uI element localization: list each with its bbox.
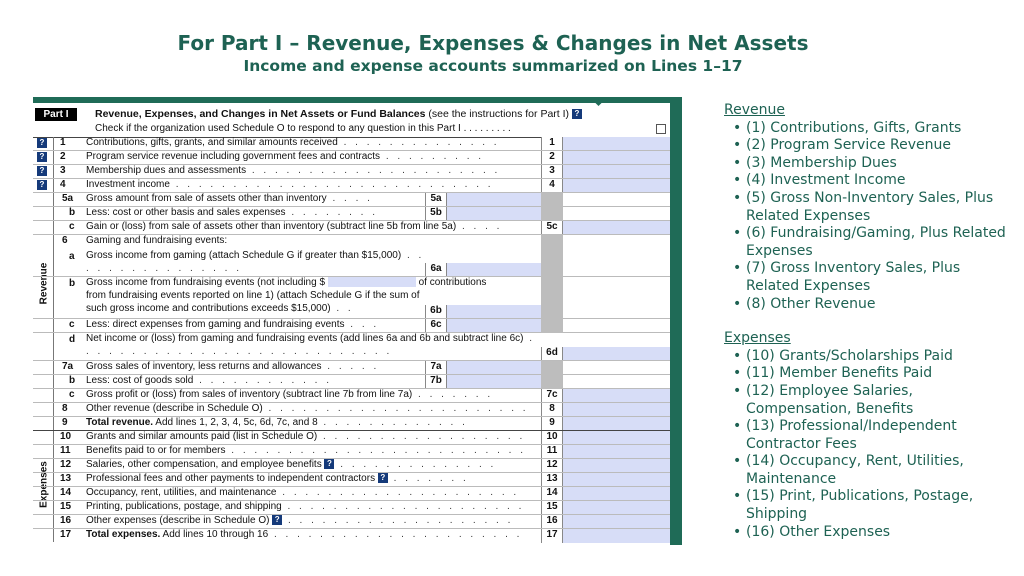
line-number: c — [69, 389, 75, 400]
amount-field-9[interactable] — [563, 417, 670, 430]
amount-field-17[interactable] — [563, 529, 670, 543]
line-label-box: 2 — [541, 151, 563, 164]
form-top-bar — [33, 97, 682, 103]
form-row-9 — [33, 417, 670, 431]
line-text: Occupancy, rent, utilities, and maintenance . . . . . . . . . . . . . . . . . . . . . — [86, 487, 520, 498]
line-text: Less: cost or other basis and sales expenses . . . . . . . . — [86, 207, 379, 218]
form-row-11 — [33, 445, 670, 459]
list-item: • (12) Employee Salaries, Compensation, Benefits — [724, 383, 1014, 418]
line-number: b — [69, 375, 76, 386]
inner-label-box: 6c — [425, 319, 447, 332]
line-text: Salaries, other compensation, and employee benefits ? . . . . . . . . . . . . . . — [86, 459, 497, 470]
form-row-6c — [33, 319, 670, 333]
inner-field-6b[interactable] — [447, 305, 541, 318]
form-row-4 — [33, 179, 670, 193]
summary-list — [724, 102, 1014, 541]
line-number: 4 — [60, 179, 66, 190]
line-text: Other expenses (describe in Schedule O) ? . . . . . . . . . . . . . . . . . . . . — [86, 515, 514, 526]
form-row-10 — [33, 431, 670, 445]
line-number: 7a — [62, 361, 74, 372]
line-number: 9 — [62, 417, 68, 428]
amount-field-12[interactable] — [563, 459, 670, 472]
line-text: Benefits paid to or for members . . . . . . . . . . . . . . . . . . . . . . . . . . — [86, 445, 526, 456]
line-number: 15 — [60, 501, 72, 512]
form-row-3 — [33, 165, 670, 179]
help-icon[interactable]: ? — [37, 138, 47, 148]
line-text: Contributions, gifts, grants, and similar amounts received . . . . . . . . . . . . . . — [86, 137, 500, 148]
shaded-cell — [541, 319, 563, 333]
form-row-6 — [33, 235, 670, 249]
amount-field-13[interactable] — [563, 473, 670, 486]
line-label-box: 7c — [541, 389, 563, 402]
line-number: d — [69, 334, 76, 345]
form-row-6a — [33, 249, 670, 277]
amount-field-5c[interactable] — [563, 221, 670, 234]
schedule-o-checkbox[interactable] — [656, 124, 666, 134]
line-number: 3 — [60, 165, 66, 176]
line-text: Gross income from gaming (attach Schedule G if greater than $15,000) . . . . . . . . . . . . . . . . — [86, 250, 425, 274]
line-text: Gross profit or (loss) from sales of inventory (subtract line 7b from line 7a) . . . . . . . — [86, 389, 494, 400]
line-text: Membership dues and assessments . . . . . . . . . . . . . . . . . . . . . . — [86, 165, 501, 176]
expenses-heading: Expenses — [724, 330, 791, 347]
line-label-box: 16 — [541, 515, 563, 528]
inner-field-7a[interactable] — [447, 361, 541, 374]
line-text: Total revenue. Add lines 1, 2, 3, 4, 5c, 6d, 7c, and 8 . . . . . . . . . . . . . — [86, 417, 468, 428]
list-item: • (13) Professional/Independent Contractor Fees — [724, 418, 1014, 453]
form-row-8 — [33, 403, 670, 417]
line-text: Gross income from fundraising events (not including $ of contributions — [86, 277, 487, 288]
line-text: Gaming and fundraising events: — [86, 235, 228, 246]
line-text: Less: cost of goods sold . . . . . . . . . . . . — [86, 375, 332, 386]
list-item: • (14) Occupancy, Rent, Utilities, Maintenance — [724, 453, 1014, 488]
line-label-box: 13 — [541, 473, 563, 486]
help-icon[interactable]: ? — [37, 152, 47, 162]
form-row-6d — [33, 333, 670, 361]
line-number: c — [69, 319, 75, 330]
amount-field-6d[interactable] — [563, 347, 670, 360]
line-number: 8 — [62, 403, 68, 414]
line-label-box: 12 — [541, 459, 563, 472]
line-text: Grants and similar amounts paid (list in Schedule O) . . . . . . . . . . . . . . . . . . — [86, 431, 526, 442]
amount-field-3[interactable] — [563, 165, 670, 178]
line-label-box: 5c — [541, 221, 563, 234]
shaded-cell — [541, 207, 563, 221]
shaded-cell — [541, 249, 563, 277]
shaded-cell — [541, 361, 563, 375]
form-row-15 — [33, 501, 670, 515]
amount-field-4[interactable] — [563, 179, 670, 192]
form-990-part-i — [33, 97, 682, 545]
form-row-5b — [33, 207, 670, 221]
amount-field-15[interactable] — [563, 501, 670, 514]
part-title — [95, 108, 582, 121]
line-text-continued: from fundraising events reported on line 1) (attach Schedule G if the sum of such gross income and contributions exceeds $15,000) . . — [86, 290, 420, 314]
help-icon[interactable]: ? — [324, 459, 334, 469]
line-text: Printing, publications, postage, and shipping . . . . . . . . . . . . . . . . . . . . . — [86, 501, 525, 512]
line-label-box: 15 — [541, 501, 563, 514]
line-number: a — [69, 251, 75, 262]
inner-field-5a[interactable] — [447, 193, 541, 206]
form-row-14 — [33, 487, 670, 501]
revenue-side-label: Revenue — [38, 262, 50, 305]
list-item: • (6) Fundraising/Gaming, Plus Related Expenses — [724, 225, 1014, 260]
shaded-cell — [541, 193, 563, 207]
form-right-bar — [670, 97, 682, 545]
line-number: 2 — [60, 151, 66, 162]
inner-label-box: 6b — [425, 305, 447, 318]
form-row-6b — [33, 277, 670, 319]
line-label-box: 8 — [541, 403, 563, 416]
line-label-box: 3 — [541, 165, 563, 178]
list-item: • (4) Investment Income — [724, 172, 1014, 190]
line-text: Program service revenue including government fees and contracts . . . . . . . . . — [86, 151, 485, 162]
line-number: 17 — [60, 529, 72, 540]
inner-label-box: 7a — [425, 361, 447, 374]
amount-field-10[interactable] — [563, 431, 670, 444]
list-item: • (2) Program Service Revenue — [724, 137, 1014, 155]
part-title-text: Revenue, Expenses, and Changes in Net Assets or Fund Balances — [95, 108, 426, 120]
form-row-5c — [33, 221, 670, 235]
schedule-o-check-text: Check if the organization used Schedule O to respond to any question in this Part I — [95, 123, 461, 134]
line-label-box: 1 — [541, 137, 563, 150]
line-label-box: 17 — [541, 529, 563, 543]
list-item: • (1) Contributions, Gifts, Grants — [724, 120, 1014, 138]
list-item: • (8) Other Revenue — [724, 296, 1014, 314]
line-number: b — [69, 278, 76, 289]
expenses-side-label: Expenses — [38, 461, 50, 508]
form-row-17 — [33, 529, 670, 543]
line-text: Gain or (loss) from sale of assets other than inventory (subtract line 5b from line 5a) . . . . — [86, 221, 503, 232]
amount-field-14[interactable] — [563, 487, 670, 500]
expenses-list — [724, 348, 1014, 542]
help-icon[interactable]: ? — [272, 515, 282, 525]
line-label-box: 4 — [541, 179, 563, 192]
line-number: 13 — [60, 473, 72, 484]
inner-field-6a[interactable] — [447, 263, 541, 276]
list-item: • (7) Gross Inventory Sales, Plus Related Expenses — [724, 260, 1014, 295]
leader-dots: . . . . . . . . . — [463, 123, 511, 134]
list-item: • (3) Membership Dues — [724, 155, 1014, 173]
line-number: 5a — [62, 193, 74, 204]
help-icon[interactable]: ? — [37, 166, 47, 176]
inner-field-7b[interactable] — [447, 375, 541, 388]
amount-field-2[interactable] — [563, 151, 670, 164]
list-item: • (16) Other Expenses — [724, 524, 1014, 542]
list-item: • (5) Gross Non-Inventory Sales, Plus Related Expenses — [724, 190, 1014, 225]
slide-subtitle: Income and expense accounts summarized on Lines 1–17 — [243, 57, 743, 75]
form-row-7c — [33, 389, 670, 403]
schedule-o-check-line — [95, 123, 511, 135]
line-number: 10 — [60, 431, 72, 442]
form-row-5a — [33, 193, 670, 207]
help-icon[interactable]: ? — [37, 180, 47, 190]
line-number: 12 — [60, 459, 72, 470]
shaded-cell — [541, 375, 563, 389]
shaded-cell — [541, 277, 563, 319]
form-row-12 — [33, 459, 670, 473]
part-title-note: (see the instructions for Part I) — [428, 108, 570, 120]
inner-field-5b[interactable] — [447, 207, 541, 220]
part-label: Part I — [35, 108, 77, 121]
inner-label-box: 5a — [425, 193, 447, 206]
list-item: • (15) Print, Publications, Postage, Shipping — [724, 488, 1014, 523]
line-label-box: 6d — [541, 347, 563, 360]
form-row-13 — [33, 473, 670, 487]
line-label-box: 11 — [541, 445, 563, 458]
form-row-7b — [33, 375, 670, 389]
amount-field-1[interactable] — [563, 137, 670, 150]
help-icon[interactable]: ? — [378, 473, 388, 483]
help-icon[interactable]: ? — [572, 109, 582, 119]
line-number: 1 — [60, 137, 66, 148]
inner-label-box: 6a — [425, 263, 447, 276]
line-number: 14 — [60, 487, 72, 498]
amount-field-7c[interactable] — [563, 389, 670, 402]
line-label-box: 14 — [541, 487, 563, 500]
line-label-box: 9 — [541, 417, 563, 430]
line-text: Gross amount from sale of assets other than inventory . . . . — [86, 193, 373, 204]
slide-title: For Part I – Revenue, Expenses & Changes in Net Assets — [177, 31, 809, 55]
line-number: b — [69, 207, 76, 218]
line-number: 16 — [60, 515, 72, 526]
line-number: c — [69, 221, 75, 232]
line-text: Other revenue (describe in Schedule O) . . . . . . . . . . . . . . . . . . . . . . . — [86, 403, 529, 414]
line-text: Less: direct expenses from gaming and fundraising events . . . — [86, 319, 380, 330]
inner-label-box: 7b — [425, 375, 447, 388]
amount-field-11[interactable] — [563, 445, 670, 458]
amount-field-8[interactable] — [563, 403, 670, 416]
form-row-16 — [33, 515, 670, 529]
line-number: 11 — [60, 445, 71, 456]
shaded-cell — [541, 235, 563, 249]
line-label-box: 10 — [541, 431, 563, 444]
line-text: Net income or (loss) from gaming and fundraising events (add lines 6a and 6b and subtract line 6c) . . . . . . . . . . . . . . . . . . . . . . . . . . . . — [86, 333, 536, 357]
list-item: • (10) Grants/Scholarships Paid — [724, 348, 1014, 366]
list-item: • (11) Member Benefits Paid — [724, 365, 1014, 383]
inner-label-box: 5b — [425, 207, 447, 220]
line-text: Total expenses. Add lines 10 through 16 . . . . . . . . . . . . . . . . . . . . . . — [86, 529, 523, 540]
contributions-inline-field[interactable] — [328, 277, 416, 287]
form-row-2 — [33, 151, 670, 165]
inner-field-6c[interactable] — [447, 319, 541, 332]
revenue-list — [724, 120, 1014, 314]
revenue-heading: Revenue — [724, 102, 785, 118]
line-text: Investment income . . . . . . . . . . . . . . . . . . . . . . . . . . . . — [86, 179, 494, 190]
form-row-1 — [33, 137, 670, 151]
amount-field-16[interactable] — [563, 515, 670, 528]
line-number: 6 — [62, 235, 68, 246]
form-row-7a — [33, 361, 670, 375]
line-text: Professional fees and other payments to independent contractors ? . . . . . . . — [86, 473, 469, 484]
line-text: Gross sales of inventory, less returns and allowances . . . . . — [86, 361, 380, 372]
